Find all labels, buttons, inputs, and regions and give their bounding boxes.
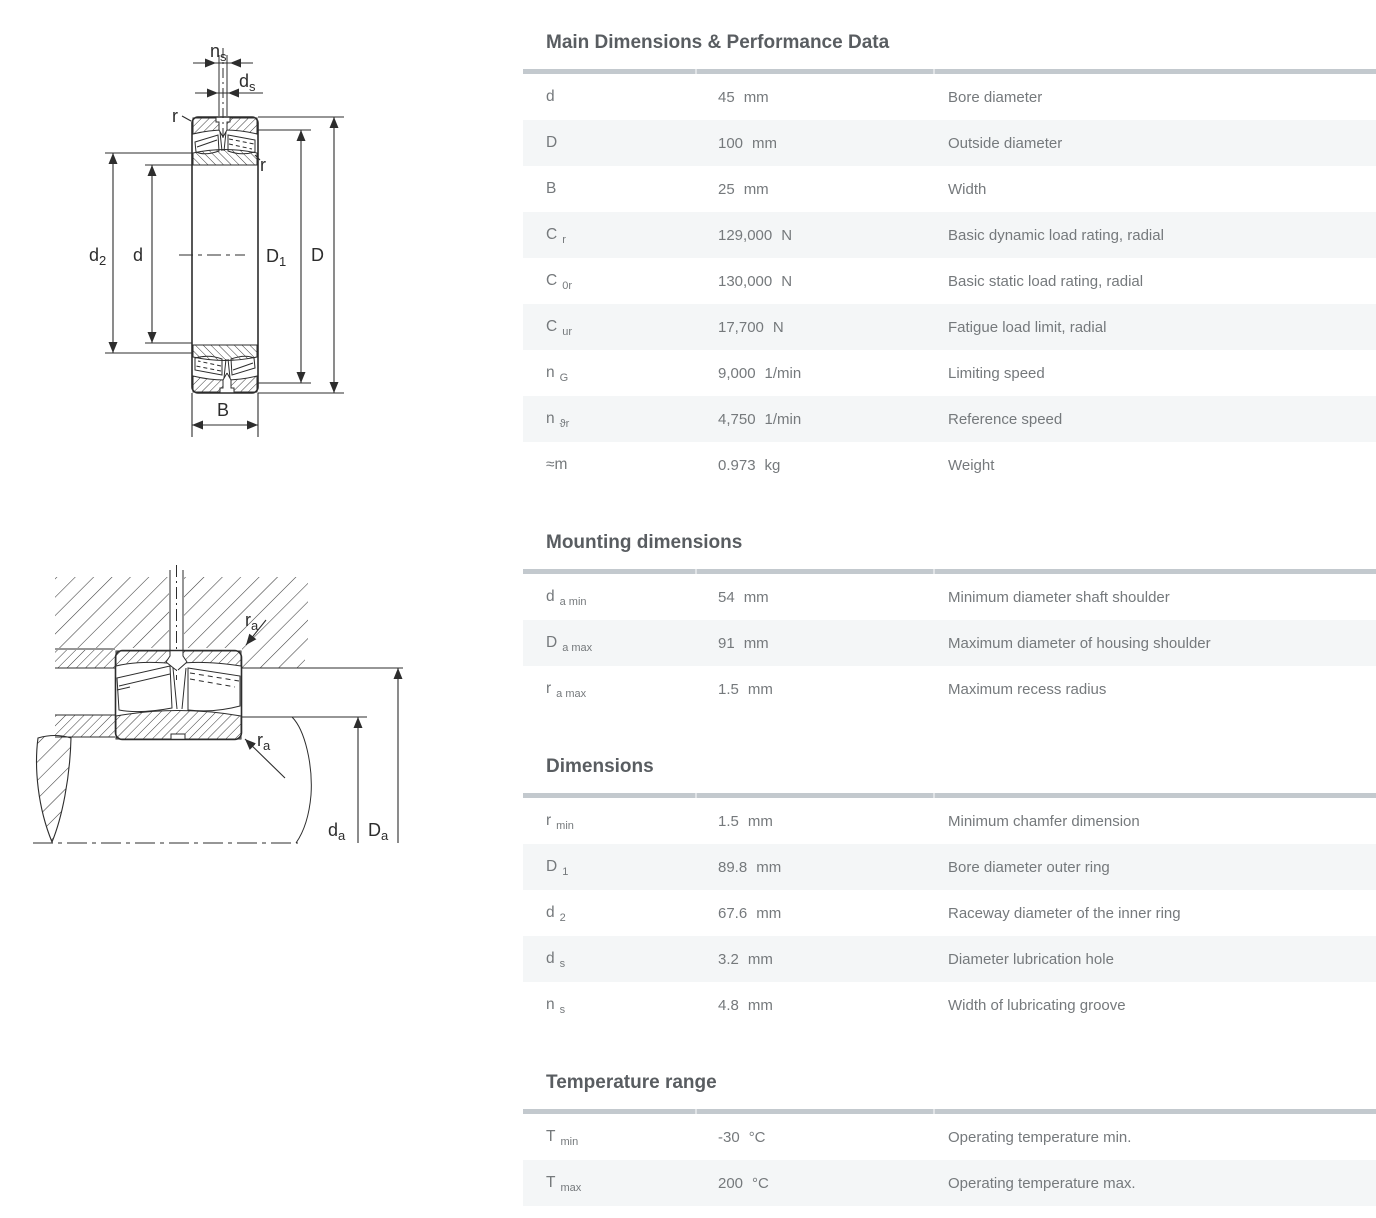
spec-symbol: r	[546, 812, 552, 829]
spec-symbol-cell	[523, 180, 697, 198]
bearing-cross-section-diagram	[45, 10, 375, 450]
spec-unit: mm	[747, 680, 773, 698]
spec-description: Reference speed	[948, 410, 1063, 428]
spec-description: Raceway diameter of the inner ring	[948, 904, 1181, 922]
spec-value-cell	[697, 635, 935, 652]
spec-value: 4,750	[718, 410, 756, 428]
table-top-border-segment	[523, 1109, 695, 1114]
spec-unit: °C	[752, 1174, 769, 1192]
dim-label-d2: $d_2$	[89, 245, 107, 268]
spec-symbol-cell	[523, 996, 697, 1014]
spec-unit: mm	[743, 588, 769, 606]
table-section	[523, 531, 1376, 712]
spec-value: 89.8	[718, 858, 748, 876]
table-row	[523, 120, 1376, 166]
table-top-border	[523, 1109, 1376, 1114]
spec-value: 54	[718, 588, 735, 606]
spec-symbol-subscript: a min	[559, 596, 587, 608]
bearing-section	[116, 651, 242, 741]
section-title: Main Dimensions & Performance Data	[546, 32, 890, 53]
spec-description-cell	[935, 89, 1376, 106]
spec-description-cell	[935, 181, 1376, 198]
spec-value: -30	[718, 1128, 740, 1146]
spec-value-cell	[697, 457, 935, 474]
table-top-border-segment	[523, 569, 695, 574]
spec-symbol: ≈m	[546, 456, 568, 473]
spec-description: Outside diameter	[948, 134, 1063, 152]
spec-value: 17,700	[718, 318, 764, 336]
spec-symbol-cell	[523, 318, 697, 336]
table-row	[523, 844, 1376, 890]
dim-label-d: d	[133, 245, 144, 265]
spec-value: 91	[718, 634, 735, 652]
table-row	[523, 396, 1376, 442]
table-top-border-segment	[935, 1109, 1376, 1114]
spec-symbol: d	[546, 588, 555, 605]
spec-description: Width of lubricating groove	[948, 996, 1126, 1014]
spec-symbol-subscript: s	[559, 1004, 566, 1016]
spec-value: 130,000	[718, 272, 773, 290]
section-title: Mounting dimensions	[546, 532, 743, 553]
dim-label-Da: $D_a$	[368, 820, 389, 843]
spec-value: 4.8	[718, 996, 739, 1014]
spec-value-cell	[697, 813, 935, 830]
spec-description-cell	[935, 411, 1376, 428]
spec-value: 200	[718, 1174, 744, 1192]
table-row	[523, 350, 1376, 396]
spec-symbol: n	[546, 410, 555, 427]
spec-symbol: d	[546, 88, 555, 105]
spec-symbol-subscript: ϑr	[559, 418, 570, 430]
spec-description-cell	[935, 997, 1376, 1014]
dim-label-r-outer: r	[172, 106, 178, 126]
spec-description-cell	[935, 859, 1376, 876]
spec-description: Minimum chamfer dimension	[948, 812, 1140, 830]
spec-symbol-cell	[523, 410, 697, 428]
spec-unit: mm	[756, 904, 782, 922]
spec-symbol: r	[546, 680, 552, 697]
spec-value-cell	[697, 997, 935, 1014]
spec-symbol-cell	[523, 456, 697, 474]
table-top-border	[523, 793, 1376, 798]
spec-value: 45	[718, 88, 735, 106]
spec-unit: N	[772, 318, 784, 336]
spec-symbol-subscript: r	[562, 234, 566, 246]
table-top-border-segment	[935, 69, 1376, 74]
spec-description-cell	[935, 227, 1376, 244]
spec-unit: N	[781, 226, 793, 244]
spec-unit: mm	[747, 996, 773, 1014]
spec-symbol-cell	[523, 858, 697, 876]
spec-symbol-subscript: min	[556, 820, 574, 832]
spec-symbol-subscript: a max	[556, 688, 587, 700]
spec-description-cell	[935, 135, 1376, 152]
table-row	[523, 258, 1376, 304]
spec-value: 9,000	[718, 364, 756, 382]
spec-description: Basic dynamic load rating, radial	[948, 226, 1164, 244]
spec-value-cell	[697, 227, 935, 244]
spec-symbol-cell	[523, 1128, 697, 1146]
spec-symbol: d	[546, 904, 555, 921]
spec-description-cell	[935, 319, 1376, 336]
dim-label-ns: $n_s$	[210, 41, 227, 64]
spec-description: Width	[948, 180, 987, 198]
dim-label-ra1: $r_a$	[245, 610, 259, 633]
spec-value: 129,000	[718, 226, 773, 244]
spec-symbol: d	[546, 950, 555, 967]
dim-label-D: D	[311, 245, 324, 265]
spec-value-cell	[697, 365, 935, 382]
spec-description: Operating temperature max.	[948, 1174, 1136, 1192]
spec-value-cell	[697, 859, 935, 876]
spec-value-cell	[697, 181, 935, 198]
spec-value: 1.5	[718, 680, 739, 698]
spec-value-cell	[697, 1175, 935, 1192]
spec-symbol-cell	[523, 134, 697, 152]
spec-symbol-subscript: 1	[562, 866, 569, 878]
spec-description: Limiting speed	[948, 364, 1045, 382]
spec-description: Operating temperature min.	[948, 1128, 1132, 1146]
spec-tables	[523, 0, 1376, 1206]
spec-description-cell	[935, 951, 1376, 968]
spec-unit: mm	[743, 88, 769, 106]
spec-description: Diameter lubrication hole	[948, 950, 1114, 968]
table-rows	[523, 574, 1376, 712]
spec-value-cell	[697, 411, 935, 428]
spec-value: 1.5	[718, 812, 739, 830]
spec-description: Fatigue load limit, radial	[948, 318, 1107, 336]
spec-symbol-subscript: 2	[559, 912, 566, 924]
spec-symbol: D	[546, 858, 558, 875]
spec-value-cell	[697, 951, 935, 968]
table-top-border-segment	[697, 793, 933, 798]
spec-unit: kg	[764, 456, 781, 474]
spec-value: 67.6	[718, 904, 748, 922]
table-row	[523, 982, 1376, 1028]
spec-value: 100	[718, 134, 744, 152]
table-top-border-segment	[523, 69, 695, 74]
table-rows	[523, 798, 1376, 1028]
dim-label-B: B	[217, 400, 230, 420]
spec-description-cell	[935, 813, 1376, 830]
table-row	[523, 304, 1376, 350]
spec-value-cell	[697, 589, 935, 606]
spec-description: Minimum diameter shaft shoulder	[948, 588, 1170, 606]
spec-description-cell	[935, 273, 1376, 290]
bearing-top-assembly	[193, 116, 257, 165]
dim-label-da: $d_a$	[328, 820, 346, 843]
spec-description: Maximum recess radius	[948, 680, 1107, 698]
spec-unit: mm	[747, 950, 773, 968]
table-section	[523, 1071, 1376, 1206]
spec-symbol: T	[546, 1174, 556, 1191]
table-row	[523, 798, 1376, 844]
table-top-border-segment	[697, 1109, 933, 1114]
spec-symbol: C	[546, 226, 558, 243]
spec-description-cell	[935, 681, 1376, 698]
spec-unit: mm	[743, 634, 769, 652]
spec-symbol-cell	[523, 588, 697, 606]
table-top-border	[523, 569, 1376, 574]
table-top-border	[523, 69, 1376, 74]
spec-description-cell	[935, 1175, 1376, 1192]
dim-label-D1: $D_1$	[266, 246, 287, 269]
spec-symbol-subscript: a max	[562, 642, 593, 654]
spec-value-cell	[697, 89, 935, 106]
spec-symbol-cell	[523, 634, 697, 652]
spec-description-cell	[935, 589, 1376, 606]
table-top-border-segment	[935, 569, 1376, 574]
spec-symbol-cell	[523, 904, 697, 922]
spec-symbol-cell	[523, 812, 697, 830]
spec-description-cell	[935, 365, 1376, 382]
table-row	[523, 212, 1376, 258]
table-top-border-segment	[697, 569, 933, 574]
table-row	[523, 666, 1376, 712]
spec-symbol: T	[546, 1128, 556, 1145]
table-row	[523, 936, 1376, 982]
dim-label-r-inner: r	[260, 155, 266, 175]
spec-symbol-subscript: G	[559, 372, 569, 384]
section-title: Temperature range	[546, 1072, 717, 1093]
table-row	[523, 442, 1376, 488]
spec-value: 25	[718, 180, 735, 198]
table-row	[523, 1160, 1376, 1206]
spec-symbol-cell	[523, 950, 697, 968]
table-rows	[523, 1114, 1376, 1206]
section-title: Dimensions	[546, 756, 654, 777]
spec-description: Basic static load rating, radial	[948, 272, 1144, 290]
spec-symbol-subscript: max	[560, 1182, 582, 1194]
spec-symbol-cell	[523, 1174, 697, 1192]
spec-symbol-cell	[523, 88, 697, 106]
table-top-border-segment	[935, 793, 1376, 798]
dim-label-ra2: $r_a$	[257, 730, 271, 753]
spec-symbol-cell	[523, 226, 697, 244]
spec-symbol: n	[546, 996, 555, 1013]
spec-description-cell	[935, 905, 1376, 922]
spec-unit: mm	[756, 858, 782, 876]
spec-description-cell	[935, 635, 1376, 652]
spec-symbol: D	[546, 634, 558, 651]
spec-symbol: C	[546, 272, 558, 289]
table-row	[523, 890, 1376, 936]
table-section	[523, 31, 1376, 488]
spec-unit: 1/min	[764, 410, 802, 428]
spec-symbol-cell	[523, 364, 697, 382]
table-row	[523, 166, 1376, 212]
spec-description-cell	[935, 457, 1376, 474]
table-row	[523, 620, 1376, 666]
table-row	[523, 1114, 1376, 1160]
spec-symbol-subscript: min	[560, 1136, 579, 1148]
spec-unit: °C	[748, 1128, 766, 1146]
mounting-diagram	[20, 540, 430, 860]
spec-value-cell	[697, 905, 935, 922]
spec-value-cell	[697, 135, 935, 152]
table-row	[523, 574, 1376, 620]
spec-symbol-subscript: s	[559, 958, 566, 970]
spec-value-cell	[697, 1129, 935, 1146]
spec-description: Maximum diameter of housing shoulder	[948, 634, 1211, 652]
spec-unit: mm	[747, 812, 773, 830]
dim-label-ds: $d_s$	[239, 71, 256, 94]
spec-value-cell	[697, 273, 935, 290]
spec-unit: mm	[752, 134, 778, 152]
table-rows	[523, 74, 1376, 488]
spec-description-cell	[935, 1129, 1376, 1146]
spec-symbol: C	[546, 318, 558, 335]
table-row	[523, 74, 1376, 120]
spec-unit: mm	[743, 180, 769, 198]
spec-symbol-cell	[523, 272, 697, 290]
spec-value: 0.973	[718, 456, 756, 474]
spec-symbol-subscript: ur	[562, 326, 572, 338]
spec-description: Bore diameter	[948, 88, 1043, 106]
spec-unit: 1/min	[764, 364, 802, 382]
spec-value: 3.2	[718, 950, 739, 968]
table-section	[523, 755, 1376, 1028]
spec-description: Weight	[948, 456, 995, 474]
spec-symbol: B	[546, 180, 557, 197]
spec-symbol: D	[546, 134, 558, 151]
spec-unit: N	[781, 272, 793, 290]
table-top-border-segment	[697, 69, 933, 74]
spec-symbol-subscript: 0r	[562, 280, 572, 292]
spec-description: Bore diameter outer ring	[948, 858, 1110, 876]
spec-symbol-cell	[523, 680, 697, 698]
spec-value-cell	[697, 681, 935, 698]
spec-value-cell	[697, 319, 935, 336]
table-top-border-segment	[523, 793, 695, 798]
spec-symbol: n	[546, 364, 555, 381]
